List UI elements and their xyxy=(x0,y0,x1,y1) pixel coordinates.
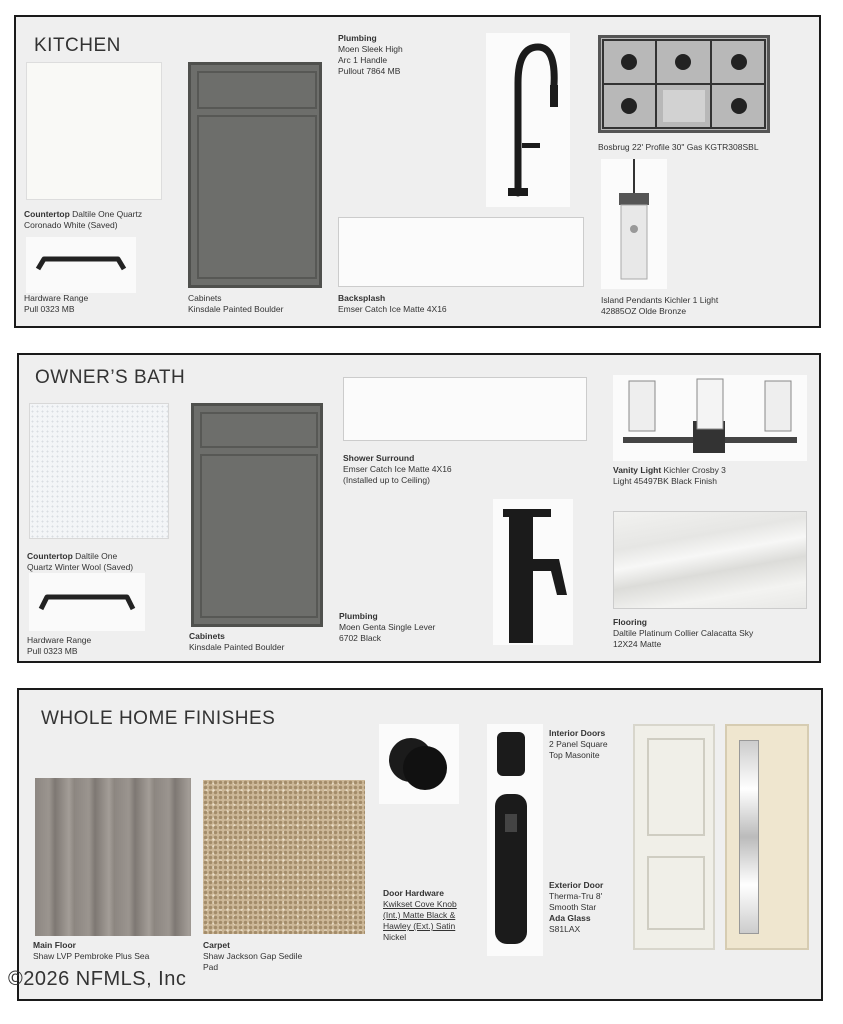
kitchen-cabinet-label: Cabinets Kinsdale Painted Boulder xyxy=(188,293,284,314)
bath-hardware-label: Hardware Range Pull 0323 MB xyxy=(27,635,92,656)
bath-countertop-label: Countertop Daltile One Quartz Winter Wool (Saved) xyxy=(27,551,134,572)
copyright-watermark: ©2026 NFMLS, Inc xyxy=(8,968,187,990)
cabinet-drawer xyxy=(200,412,318,448)
pull-handle-icon xyxy=(26,237,136,293)
bath-flooring-swatch xyxy=(613,511,807,609)
exterior-door-swatch xyxy=(725,724,809,950)
bath-countertop-swatch xyxy=(29,403,169,539)
carpet-swatch xyxy=(203,780,365,934)
pull-handle-icon xyxy=(29,573,145,631)
bath-vanity-light-label: Vanity Light Kichler Crosby 3 Light 45497BK Black Finish xyxy=(613,465,726,486)
door-panel-lower xyxy=(647,856,705,930)
bath-faucet-swatch xyxy=(493,499,573,645)
door-glass-panel xyxy=(739,740,759,934)
kitchen-countertop-swatch xyxy=(26,62,162,200)
door-hardware-label: Door Hardware Kwikset Cove Knob (Int.) Matte Black & Hawley (Ext.) Satin Nickel xyxy=(383,888,457,942)
door-knob-icon xyxy=(379,724,459,804)
kitchen-faucet-swatch xyxy=(486,33,570,207)
handleset-swatch xyxy=(487,724,543,956)
vanity-light-icon xyxy=(613,375,807,461)
whole-home-title: WHOLE HOME FINISHES xyxy=(41,708,276,729)
cabinet-drawer xyxy=(197,71,317,109)
kitchen-backsplash-swatch xyxy=(338,217,584,287)
bath-shower-label: Shower Surround Emser Catch Ice Matte 4X16 (Installed up to Ceiling) xyxy=(343,453,452,485)
kitchen-range-label: Bosbrug 22' Profile 30" Gas KGTR308SBL xyxy=(598,142,759,152)
interior-door-swatch xyxy=(633,724,715,950)
door-panel-upper xyxy=(647,738,705,836)
main-floor-label: Main Floor Shaw LVP Pembroke Plus Sea xyxy=(33,940,150,961)
cabinet-door xyxy=(197,115,317,279)
faucet-icon xyxy=(493,499,573,645)
handleset-icon xyxy=(487,724,543,956)
bath-panel xyxy=(17,353,821,663)
bath-vanity-light-swatch xyxy=(613,375,807,461)
kitchen-hardware-label: Hardware Range Pull 0323 MB xyxy=(24,293,89,314)
interior-doors-label: Interior Doors 2 Panel Square Top Masonite xyxy=(549,728,608,760)
bath-cabinet-label: Cabinets Kinsdale Painted Boulder xyxy=(189,631,285,652)
exterior-door-label: Exterior Door Therma-Tru 8' Smooth Star Ada Glass S81LAX xyxy=(549,880,604,934)
pendant-light-icon xyxy=(601,159,667,289)
kitchen-range-swatch xyxy=(598,35,770,133)
cabinet-door xyxy=(200,454,318,618)
kitchen-pendant-swatch xyxy=(601,159,667,289)
gas-burner-icon xyxy=(601,38,767,130)
main-floor-swatch xyxy=(35,778,191,936)
kitchen-hardware-swatch xyxy=(26,237,136,293)
bath-shower-swatch xyxy=(343,377,587,441)
kitchen-cabinet-swatch xyxy=(188,62,322,288)
carpet-label: Carpet Shaw Jackson Gap Sedile Pad xyxy=(203,940,303,972)
bath-plumbing-label: Plumbing Moen Genta Single Lever 6702 Black xyxy=(339,611,436,643)
kitchen-panel xyxy=(14,15,821,328)
bath-cabinet-swatch xyxy=(191,403,323,627)
kitchen-countertop-label: Countertop Daltile One Quartz Coronado White (Saved) xyxy=(24,209,143,230)
kitchen-backsplash-label: Backsplash Emser Catch Ice Matte 4X16 xyxy=(338,293,447,314)
bath-hardware-swatch xyxy=(29,573,145,631)
kitchen-pendant-label: Island Pendants Kichler 1 Light 42885OZ Olde Bronze xyxy=(601,295,719,316)
kitchen-title: KITCHEN xyxy=(34,35,121,56)
door-knob-swatch xyxy=(379,724,459,804)
kitchen-plumbing-label: Plumbing Moen Sleek High Arc 1 Handle Pullout 7864 MB xyxy=(338,33,403,76)
bath-title: OWNER’S BATH xyxy=(35,367,186,388)
faucet-icon xyxy=(486,33,570,207)
whole-home-panel xyxy=(17,688,823,1001)
bath-flooring-label: Flooring Daltile Platinum Collier Calacatta Sky 12X24 Matte xyxy=(613,617,754,649)
